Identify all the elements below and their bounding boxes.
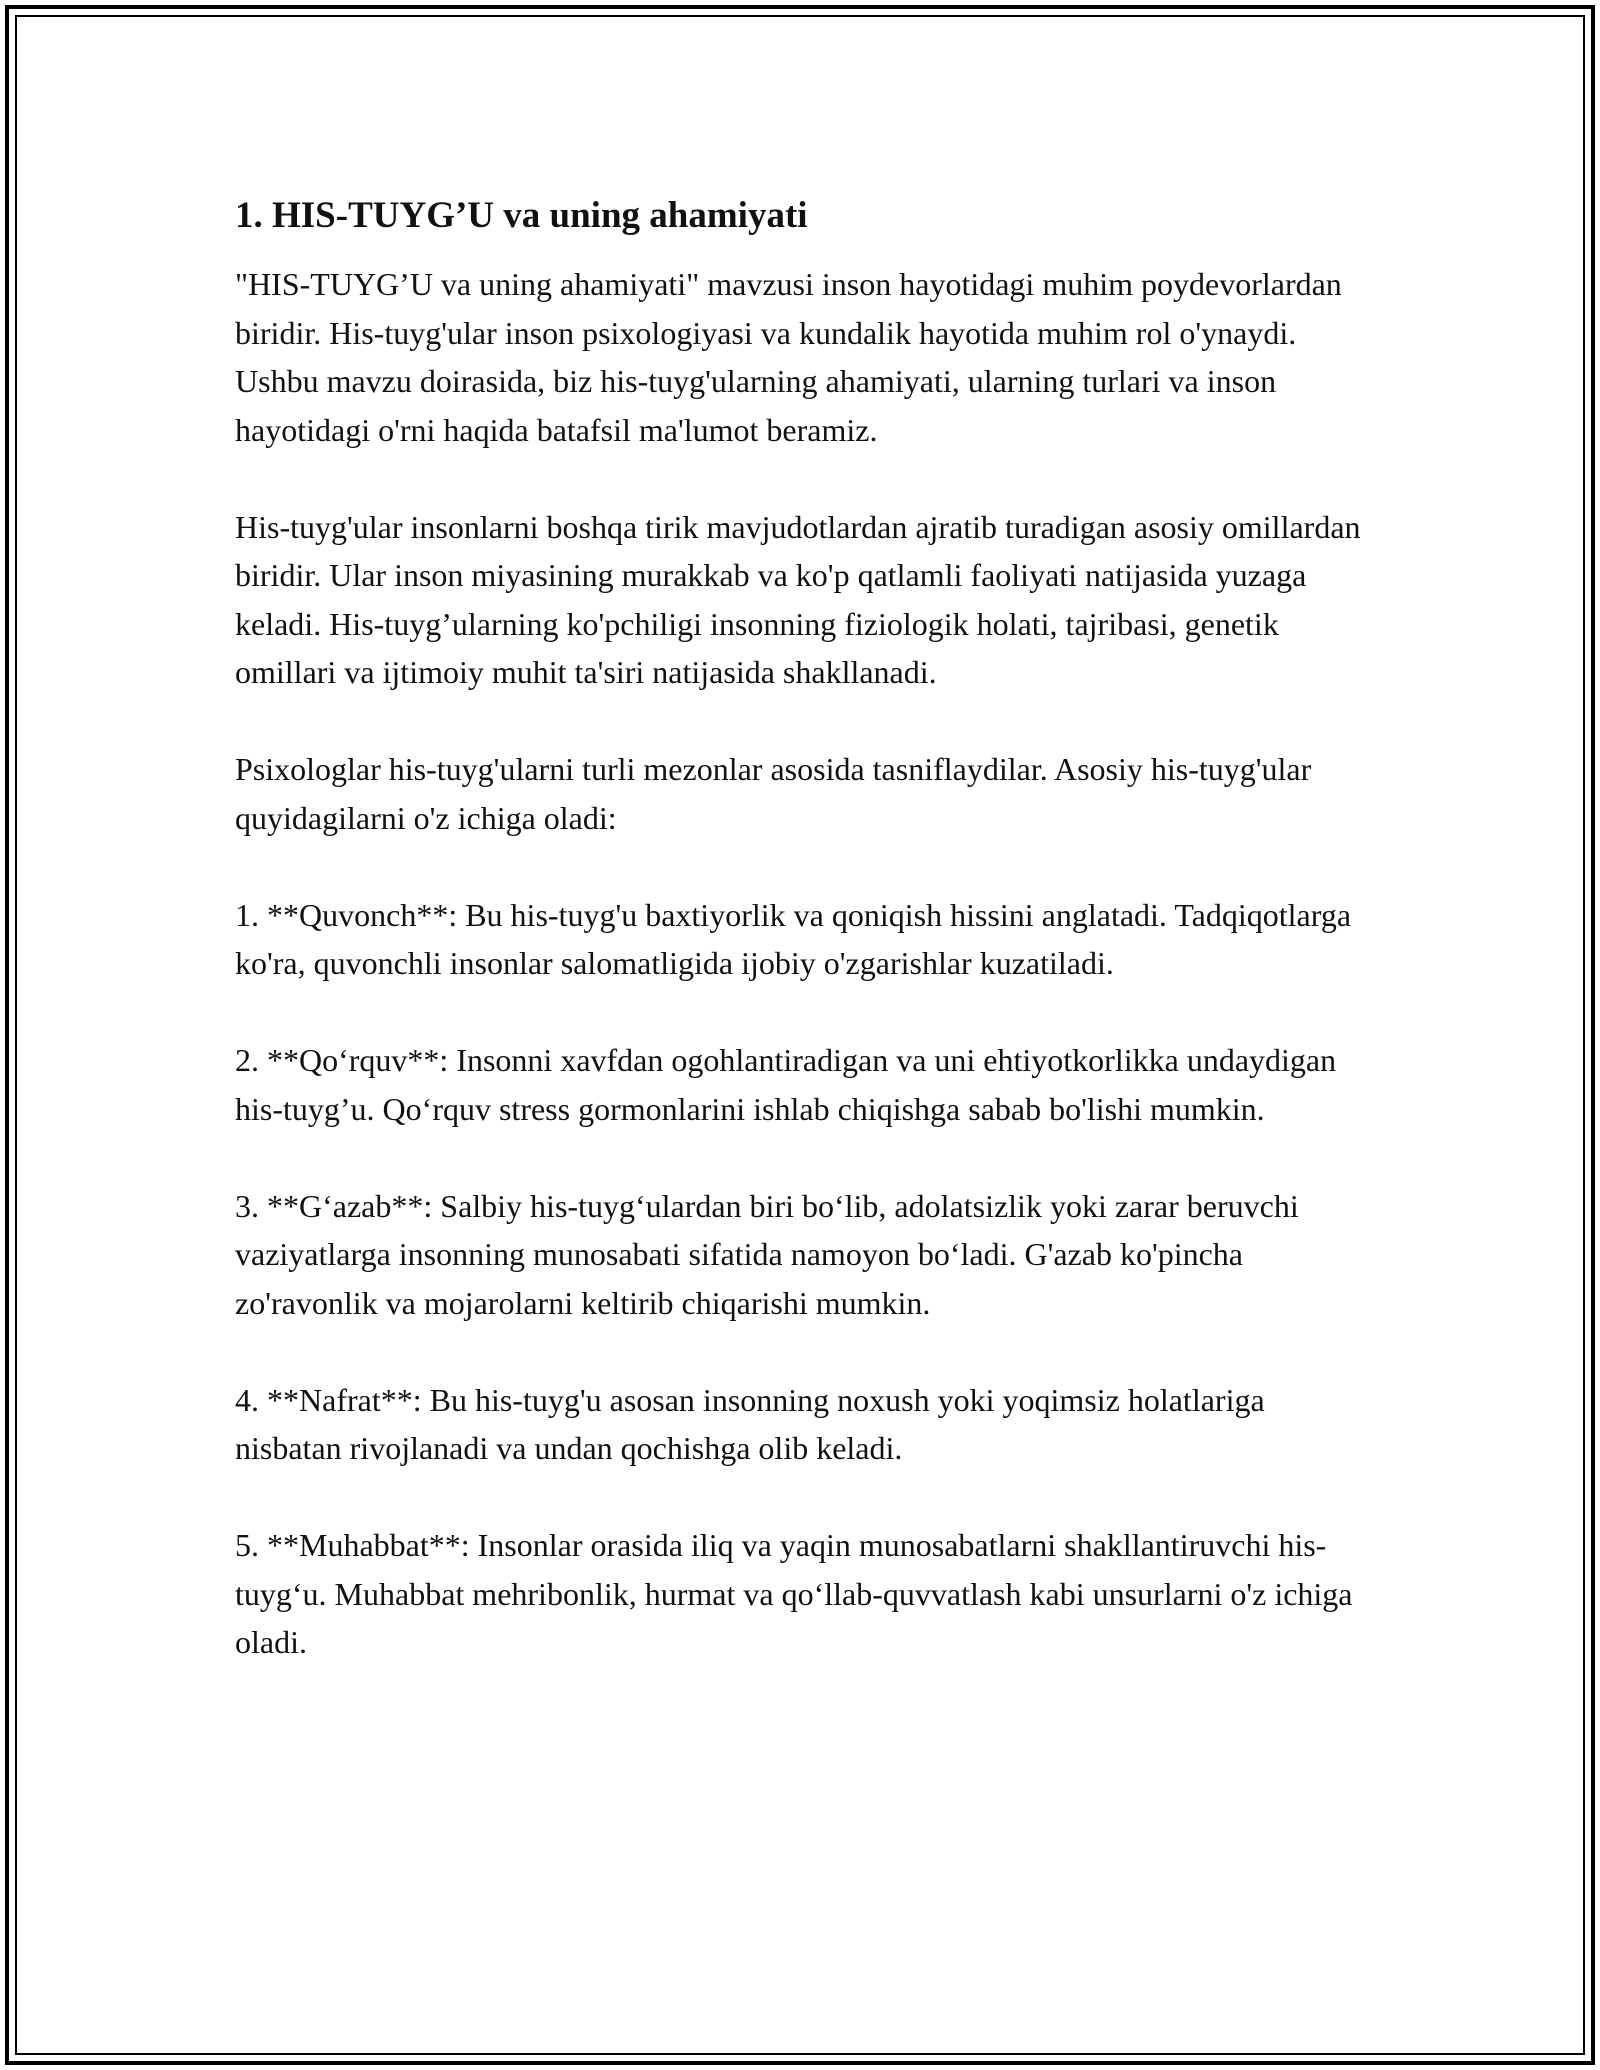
list-item-anger: 3. **G‘azab**: Salbiy his-tuyg‘ulardan biri bo‘lib, adolatsizlik yoki zarar beruvchi vaziyatlarga insonning munosabati sifatida namoyon bo‘ladi. G'azab ko'pincha zo'ravonlik va mojarolarni keltirib chiqarishi mumkin. — [235, 1187, 1299, 1321]
list-item-joy: 1. **Quvonch**: Bu his-tuyg'u baxtiyorlik va qoniqish hissini anglatadi. Tadqiqotlarga ko'ra, quvonchli insonlar salomatligida ijobiy o'zgarishlar kuzatiladi. — [235, 896, 1352, 981]
list-item-love: 5. **Muhabbat**: Insonlar orasida iliq va yaqin munosabatlarni shakllantiruvchi his-tuyg‘u. Muhabbat mehribonlik, hurmat va qo‘llab-quvvatlash kabi unsurlarni o'z ichiga oladi. — [235, 1527, 1353, 1660]
intro-paragraph: "HIS-TUYG’U va uning ahamiyati" mavzusi inson hayotidagi muhim poydevorlardan biridir. His-tuyg'ular inson psixologiyasi va kundalik hayotida muhim rol o'ynaydi. Ushbu mavzu doirasida, biz his-tuyg'ularning ahamiyati, ularning turlari va inson hayotidagi o'rni haqida batafsil ma'lumot beramiz. — [235, 266, 1342, 448]
section-heading: 1. HIS-TUYG’U va uning ahamiyati — [235, 195, 808, 236]
document-body — [235, 190, 1375, 1715]
list-item-fear: 2. **Qo‘rquv**: Insonni xavfdan ogohlantiradigan va uni ehtiyotkorlikka undaydigan his-tuyg’u. Qo‘rquv stress gormonlarini ishlab chiqishga sabab bo'lishi mumkin. — [235, 1042, 1337, 1127]
origin-paragraph: His-tuyg'ular insonlarni boshqa tirik mavjudotlardan ajratib turadigan asosiy omillardan biridir. Ular inson miyasining murakkab va ko'p qatlamli faoliyati natijasida yuzaga keladi. His-tuyg’ularning ko'pchiligi insonning fiziologik holati, tajribasi, genetik omillari va ijtimoiy muhit ta'siri natijasida shakllanadi. — [235, 508, 1361, 690]
list-item-disgust: 4. **Nafrat**: Bu his-tuyg'u asosan insonning noxush yoki yoqimsiz holatlariga nisbatan rivojlanadi va undan qochishga olib keladi. — [235, 1381, 1265, 1466]
classification-paragraph: Psixologlar his-tuyg'ularni turli mezonlar asosida tasniflaydilar. Asosiy his-tuyg'ular quyidagilarni o'z ichiga oladi: — [235, 751, 1312, 836]
